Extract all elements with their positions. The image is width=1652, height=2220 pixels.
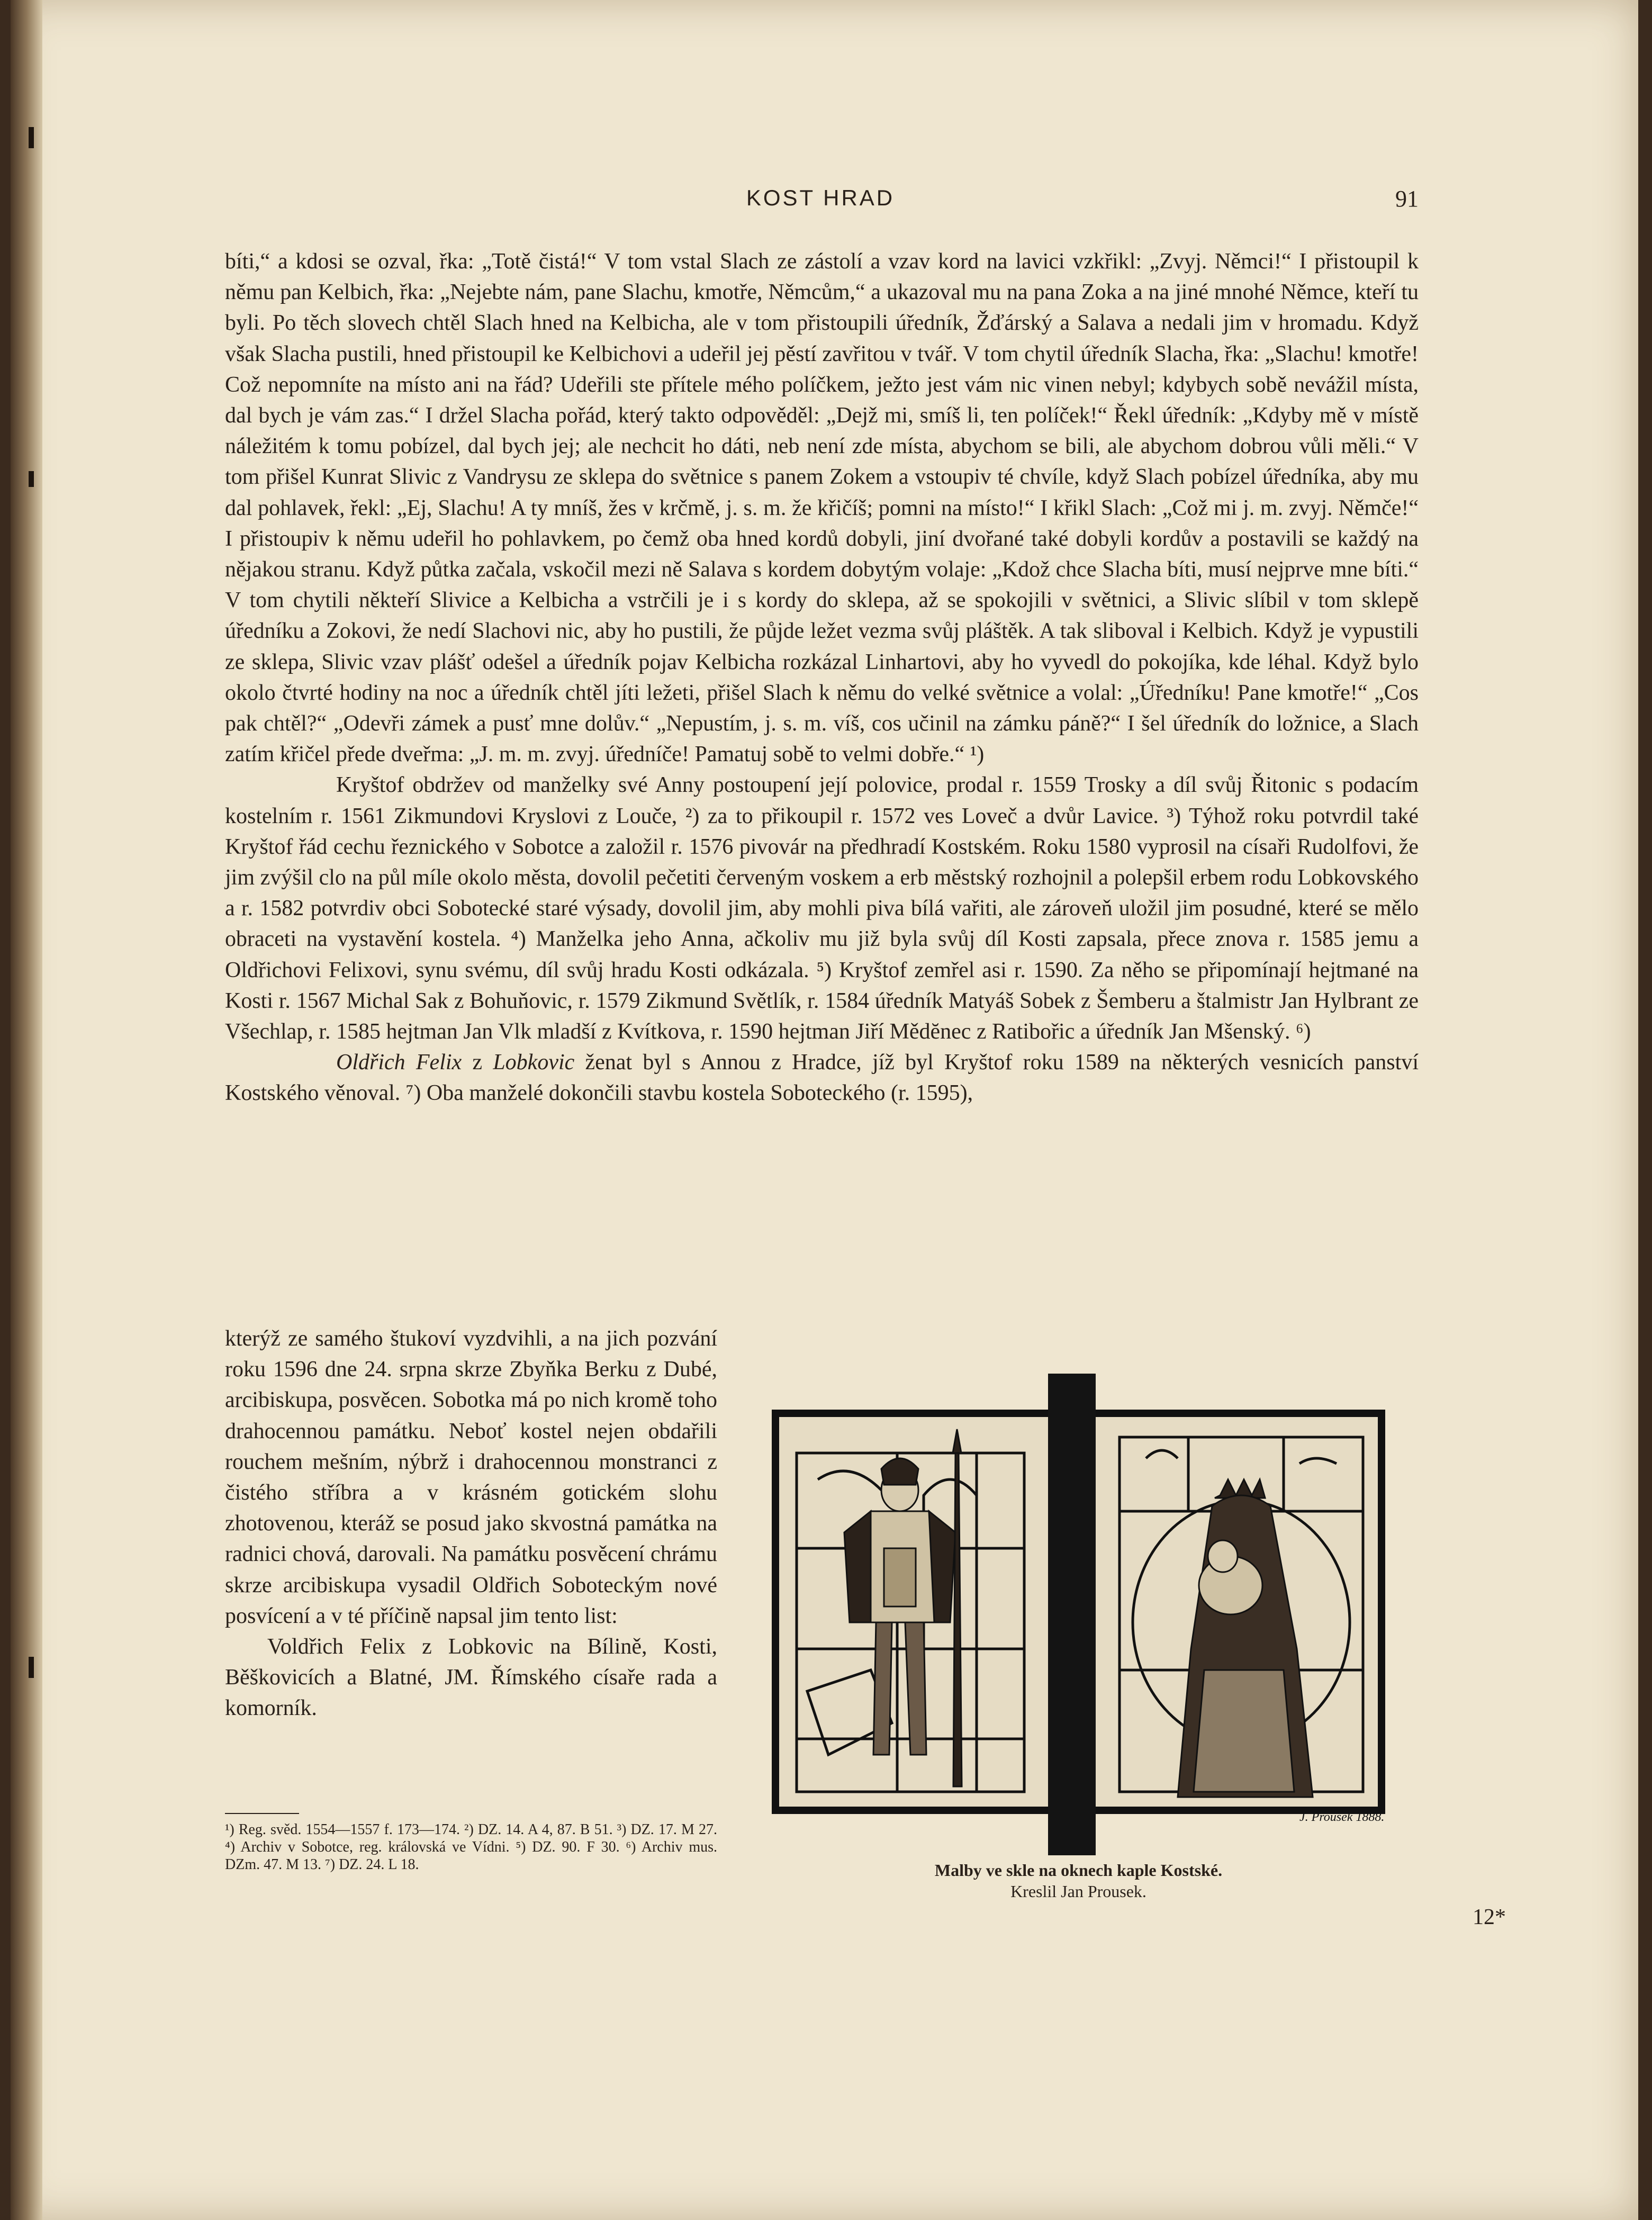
book-page (11, 0, 1638, 2220)
stained-glass-illustration (765, 1374, 1392, 1855)
paragraph-text: ženat byl s Annou z Hradce, jíž byl Kryštof roku 1589 na některých vesnicích panství Kostského věnoval. ⁷) Oba manželé dokončili stavbu kostela Soboteckého (r. 1595), (225, 1050, 1419, 1106)
edge-mark (29, 127, 34, 148)
paragraph: kterýž ze samého štukoví vyzdvihli, a na jich pozvání roku 1596 dne 24. srpna skrze Zbyňka Berku z Dubé, arcibiskupa, posvěcen. Sobotka má po nich kromě toho drahocennou památku. Neboť kostel nejen obdařili rouchem mešním, nýbrž i drahocennou monstranci z čistého stříbra a v krásném gotickém slohu zhotovenou, kteráž se posud jako skvostná památka na radnici chová, darovali. Na památku posvěcení chrámu skrze arcibiskupa vysadil Oldřich Soboteckým nové posvícení a v té příčině napsal jim tento list: (225, 1326, 717, 1628)
figure-caption: Malby ve skle na oknech kaple Kostské. (934, 1861, 1223, 1880)
paragraph (225, 1047, 1419, 1108)
footnote-rule (225, 1813, 299, 1814)
running-title: KOST HRAD (746, 185, 895, 210)
person-name: Oldřich Felix (336, 1050, 462, 1075)
paragraph: bíti,“ a kdosi se ozval, řka: „Totě čistá!“ V tom vstal Slach ze zástolí a vzav kord na lavici vzkřikl: „Zvyj. Němci!“ I přistoupil k němu pan Kelbich, řka: „Nejebte nám, pane Slachu, kmotře, Němcům,“ a ukazoval mu na pana Zoka a na jiné mnohé Němce, kteří tu byli. Po těch slovech chtěl Slach hned na Kelbicha, ale v tom přistoupili úředník, Žďárský a Salava a nedali jim v hromadu. Když však Slacha pustili, hned přistoupil ke Kelbichovi a udeřil jej pěstí zavřitou v tvář. V tom chytil úředník Slacha, řka: „Slachu! kmotře! Což nepomníte na místo ani na řád? Udeřili ste přítele mého políčkem, ježto jest vám nic vinen nebyl; kdybych sobě nevážil místa, dal bych je vám zas.“ I držel Slacha pořád, který takto odpověděl: „Dejž mi, smíš li, ten políček!“ Řekl úředník: „Kdyby mě v místě náležitém k tomu pobízel, dal bych jej; ale nechcit ho dáti, neb není zde místa, abychom se bili, ale abychom dobrou vůli měli.“ V tom přišel Kunrat Slivic z Vandrysu ze sklepa do světnice s panem Zokem a vstoupiv té chvíle, když Slach pobízel úředníka, aby mu dal pohlavek, řekl: „Ej, Slachu! A ty mníš, žes v krčmě, j. s. m. že křičíš; pomni na místo!“ I křikl Slach: „Což mi j. m. zvyj. Němče!“ I přistoupiv k němu udeřil ho pohlavkem, po čemž oba hned kordů dobyli, jiní dvořané také dobyli kordův a postavili se každý na nějakou stranu. Když půtka začala, vskočil mezi ně Salava s kordem dobytým volaje: „Kdož chce Slacha bíti, musí nejprve mne bíti.“ V tom chytili někteří Slivice a Kelbicha a vstrčili je i s kordy do sklepa, až se spokojili v světnici, a Slivic slíbil v tom sklepě úředníku a Zokovi, že nedí Slachovi nic, aby ho pustili, že půjde ležet vezma svůj pláštěk. A tak sliboval i Kelbich. Když je vypustili ze sklepa, Slivic vzav plášť odešel a úředník pojav Kelbicha rozkázal Linhartovi, aby ho vyvedl do pokojíka, kde léhal. Když bylo okolo čtvrté hodiny na noc a úředník chtěl jíti ležeti, přišel Slach k němu do velké světnice a volal: „Úředníku! Pane kmotře!“ „Cos pak chtěl?“ „Odevři zámek a pusť mne dolův.“ „Nepustím, j. s. m. víš, cos učinil na zámku páně?“ I šel úředník do ložnice, a Slach zatím křičel přede dveřma: „J. m. m. zvyj. úředníče! Pamatuj sobě to velmi dobře.“ ¹) (225, 249, 1419, 767)
page-number: 91 (1395, 186, 1419, 212)
running-header (222, 185, 1419, 217)
main-text (225, 246, 1419, 1109)
signature-mark: 12* (1473, 1905, 1506, 1929)
edge-mark (29, 1657, 34, 1678)
paragraph: Kryštof obdržev od manželky své Anny postoupení její polovice, prodal r. 1559 Trosky a díl svůj Řitonic s podacím kostelním r. 1561 Zikmundovi Kryslovi z Louče, ²) za to přikoupil r. 1572 ves Loveč a dvůr Lavice. ³) Týhož roku potvrdil také Kryštof řád cechu řeznického v Sobotce a založil r. 1576 pivovár na předhradí Kostském. Roku 1580 vyprosil na císaři Rudolfovi, že jim zvýšil clo na půl míle okolo města, dovolil pečetiti červeným voskem a erb městský rozhojnil a polepšil erbem rodu Lobkovského a r. 1582 potvrdiv obci Sobotecké staré výsady, dovolil jim, aby mohli piva bílá vařiti, ale zároveň uložil jim posudné, které se mělo obraceti na vystavění kostela. ⁴) Manželka jeho Anna, ačkoliv mu již byla svůj díl Kosti zapsala, přece znova r. 1585 jemu a Oldřichovi Felixovi, synu svému, díl svůj hradu Kosti odkázala. ⁵) Kryštof zemřel asi r. 1590. Za něho se připomínají hejtmané na Kosti r. 1567 Michal Sak z Bohuňovic, r. 1579 Zikmund Světlík, r. 1584 úředník Matyáš Sobek z Šemberu a štalmistr Jan Hylbrant ze Všechlap, r. 1585 hejtman Jan Vlk mladší z Kvítkova, r. 1590 hejtman Jiří Mědĕnec z Ratibořic a úředník Jan Mšenský. ⁶) (225, 773, 1419, 1044)
family-name: Lobkovic (493, 1050, 575, 1075)
artist-signature: J. Prousek 1888. (1299, 1810, 1385, 1824)
footnotes: ¹) Reg. svěd. 1554—1557 f. 173—174. ²) DZ. 14. A 4, 87. B 51. ³) DZ. 17. M 27. ⁴) Archiv v Sobotce, reg. královská ve Vídni. ⁵) DZ. 90. F 30. ⁶) Archiv mus. DZm. 47. M 13. ⁷) DZ. 24. L 18. (225, 1821, 717, 1873)
paragraph: Voldřich Felix z Lobkovic na Bílině, Kosti, Běškovicích a Blatné, JM. Římského císaře rada a komorník. (225, 1635, 717, 1721)
stained-glass-drawing (765, 1374, 1392, 1855)
edge-mark (29, 471, 34, 487)
page-binding (11, 0, 42, 2220)
name-connector: z (462, 1050, 493, 1075)
figure-credit: Kreslil Jan Prousek. (1010, 1882, 1147, 1901)
wrapped-text (225, 1323, 717, 1724)
